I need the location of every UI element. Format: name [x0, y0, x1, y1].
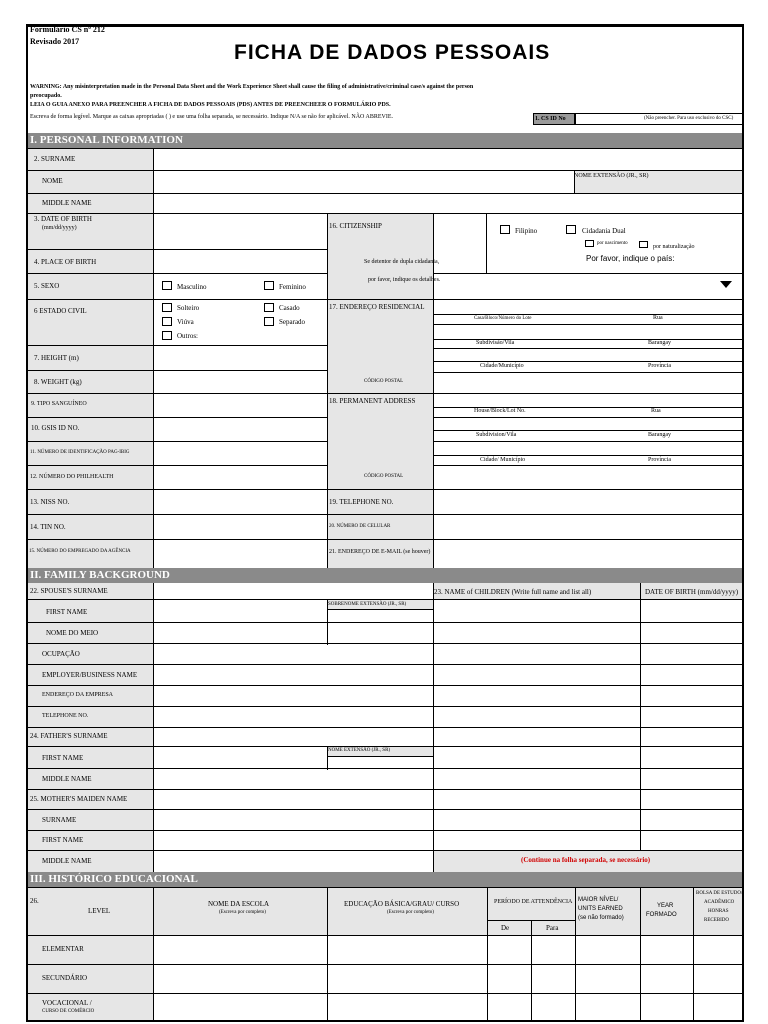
house-block-label: Casa/Bloco/Número do Lote: [474, 316, 532, 321]
blood-type-label: 9. TIPO SANGUÍNEO: [31, 401, 87, 407]
single-label: Solteiro: [177, 304, 200, 312]
telephone-label: 19. TELEPHONE NO.: [329, 498, 394, 506]
spouse-surname-label: 22. SPOUSE'S SURNAME: [30, 587, 108, 595]
employer-label: EMPLOYER/BUSINESS NAME: [42, 671, 138, 679]
weight-label: 8. WEIGHT (kg): [34, 378, 82, 386]
honors-header-3: HONRAS: [708, 909, 729, 914]
warning-text-2: preocupado.: [30, 93, 62, 99]
dob-format: (mm/dd/yyyy): [42, 225, 77, 231]
dual-citizenship-checkbox[interactable]: [566, 225, 576, 234]
mobile-label: 20. NÚMERO DE CELULAR: [329, 524, 391, 529]
first-name-label: NOME: [42, 177, 63, 185]
zip-label: CÓDIGO POSTAL: [364, 379, 404, 384]
by-birth-checkbox[interactable]: [585, 240, 594, 247]
vocational-label: VOCACIONAL /: [42, 999, 92, 1007]
agency-employee-label: 15. NÚMERO DO EMPREGADO DA AGÊNCIA: [29, 549, 131, 554]
spouse-middle-name-label: NOME DO MEIO: [46, 629, 99, 637]
form-number: Formulário CS nº 212: [30, 25, 105, 34]
sex-label: 5. SEXO: [34, 282, 60, 290]
father-first-name-label: FIRST NAME: [42, 754, 84, 762]
course-header: EDUCAÇÃO BÁSICA/GRAU/ CURSO: [344, 900, 460, 908]
perm-zip-label: CÓDIGO POSTAL: [364, 474, 404, 479]
niss-label: 13. NISS NO.: [30, 498, 70, 506]
highest-level-header-1: MAIOR NÍVEL/: [578, 897, 619, 903]
children-label: 23. NAME of CHILDREN (Write full name and list all): [434, 588, 592, 596]
cs-id-label: 1. CS ID No: [533, 113, 575, 125]
guide-text: LEIA O GUIA ANEXO PARA PREENCHER A FICHA DE DADOS PESSOAIS (PDS) ANTES DE PREENCHEER O FORMULÁRIO PDS.: [30, 102, 391, 108]
honors-header-4: RECEBIDO: [704, 918, 729, 923]
perm-address-label: 18. PERMANENT ADDRESS: [329, 397, 416, 405]
male-checkbox[interactable]: [162, 281, 172, 290]
citizenship-label: 16. CITIZENSHIP: [329, 222, 382, 230]
middle-name-label: MIDDLE NAME: [42, 199, 92, 207]
place-of-birth-label: 4. PLACE OF BIRTH: [34, 258, 97, 266]
occupation-label: OCUPAÇÃO: [42, 650, 80, 658]
male-label: Masculino: [177, 283, 207, 291]
year-graduated-header-1: YEAR: [657, 903, 674, 909]
others-label: Outros:: [177, 332, 198, 340]
separated-label: Separado: [279, 318, 306, 326]
from-header: De: [501, 924, 510, 932]
highest-level-header-3: (se não formado): [578, 915, 624, 921]
education-number: 26.: [30, 897, 39, 905]
gsis-label: 10. GSIS ID NO.: [31, 424, 80, 432]
name-ext-label: NOME EXTENSÃO (JR., SR): [574, 173, 649, 179]
widowed-checkbox[interactable]: [162, 317, 172, 326]
highest-level-header-2: UNITS EARNED: [578, 906, 623, 912]
perm-city-label: Cidade/ Município: [480, 457, 526, 463]
level-header: LEVEL: [88, 907, 111, 915]
filipino-label: Filipino: [515, 227, 538, 235]
perm-subdivision-label: Subdivision/Vila: [476, 432, 517, 438]
trade-course-label: CURSO DE COMÉRCIO: [42, 1009, 95, 1014]
continue-note: (Continue na folha separada, se necessário): [521, 856, 651, 864]
others-checkbox[interactable]: [162, 331, 172, 340]
mother-first-name-label: FIRST NAME: [42, 836, 84, 844]
single-checkbox[interactable]: [162, 303, 172, 312]
dual-citizenship-label: Cidadania Dual: [582, 227, 626, 235]
married-label: Casado: [279, 304, 300, 312]
civil-status-label: 6 ESTADO CIVIL: [34, 307, 87, 315]
widowed-label: Viúva: [177, 318, 194, 326]
business-address-label: ENDEREÇO DA EMPRESA: [42, 692, 114, 698]
perm-barangay-label: Barangay: [648, 432, 671, 438]
father-name-ext-label: NOME EXTENSÃO (JR., SR): [328, 748, 391, 753]
children-dob-label: DATE OF BIRTH (mm/dd/yyyy): [645, 588, 739, 596]
by-naturalization-checkbox[interactable]: [639, 241, 648, 248]
secondary-label: SECUNDÁRIO: [42, 974, 88, 982]
city-label: Cidade/Município: [480, 363, 524, 369]
tin-label: 14. TIN NO.: [30, 523, 66, 531]
street-label: Rua: [653, 315, 663, 321]
warning-text: WARNING: Any misinterpretation made in the Personal Data Sheet and the Work Experience Sheet shall cause the filing of administrative/criminal case/s against the person: [30, 84, 474, 90]
honors-header-1: BOLSA DE ESTUDO/: [696, 891, 743, 896]
philhealth-label: 12. NÚMERO DO PHILHEALTH: [30, 474, 114, 480]
dob-label: 3. DATE OF BIRTH: [34, 215, 92, 223]
page-title: FICHA DE DADOS PESSOAIS: [234, 41, 551, 64]
separated-checkbox[interactable]: [264, 317, 274, 326]
by-birth-label: por nascimento: [597, 241, 628, 246]
pagibig-label: 11. NÚMERO DE IDENTIFICAÇÃO PAG-IBIG: [30, 450, 130, 455]
res-address-label: 17. ENDEREÇO RESIDENCIAL: [329, 303, 425, 311]
email-label: 21. ENDEREÇO DE E-MAIL (se houver): [329, 549, 431, 555]
mother-middle-name-label: MIDDLE NAME: [42, 857, 92, 865]
spouse-first-name-label: FIRST NAME: [46, 608, 88, 616]
father-middle-name-label: MIDDLE NAME: [42, 775, 92, 783]
perm-house-label: House/Block/Lot No.: [474, 408, 526, 414]
filipino-checkbox[interactable]: [500, 225, 510, 234]
school-header: NOME DA ESCOLA: [208, 900, 270, 908]
honors-header-2: ACADÊMICO: [704, 900, 735, 905]
country-label: Por favor, indique o país:: [586, 254, 675, 263]
period-header: PERÍODO DE ATTENDÊNCIA: [494, 899, 573, 905]
course-header-sub: (Escreva por completo): [387, 910, 434, 915]
year-graduated-header-2: FORMADO: [646, 912, 677, 918]
surname-label: 2. SURNAME: [34, 155, 76, 163]
female-label: Feminino: [279, 283, 306, 291]
country-dropdown-chevron-icon[interactable]: [720, 281, 732, 288]
spouse-telephone-label: TELEPHONE NO.: [42, 713, 89, 719]
by-naturalization-label: por naturalização: [653, 244, 695, 250]
revision-date: Revisado 2017: [30, 37, 80, 46]
subdivision-label: Subdivisão/Vila: [476, 340, 515, 346]
section-education: III. HISTÓRICO EDUCACIONAL: [28, 872, 744, 887]
father-surname-label: 24. FATHER'S SURNAME: [30, 732, 108, 740]
section-family-background: II. FAMILY BACKGROUND: [28, 568, 744, 583]
elementary-label: ELEMENTAR: [42, 945, 84, 953]
perm-province-label: Província: [648, 457, 671, 463]
dual-note-2: por favor, indique os detalhes.: [368, 277, 441, 283]
mother-surname-label: SURNAME: [42, 816, 77, 824]
female-checkbox[interactable]: [264, 281, 274, 290]
province-label: Província: [648, 363, 671, 369]
education-header-bg: [28, 887, 744, 935]
instructions-text: Escreva de forma legível. Marque as caixas apropriadas ( ) e use uma folha separada, se necessário. Indique N/A se não for aplicável. NÃO ABREVIE.: [30, 114, 394, 120]
dual-note-1: Se detentor de dupla cidadania,: [364, 259, 440, 265]
to-header: Para: [546, 924, 559, 932]
height-label: 7. HEIGHT (m): [34, 354, 79, 362]
spouse-name-ext-label: SOBRENOME EXTENSÃO (JR., SR): [328, 602, 407, 607]
perm-street-label: Rua: [651, 408, 661, 414]
pds-form: [26, 24, 744, 1022]
married-checkbox[interactable]: [264, 303, 274, 312]
school-header-sub: (Escreva por completo): [219, 910, 266, 915]
section-personal-info: I. PERSONAL INFORMATION: [28, 133, 744, 148]
mother-maiden-label: 25. MOTHER'S MAIDEN NAME: [30, 795, 128, 803]
cs-id-note: (Não preencher. Para uso exclusivo do CSC): [644, 116, 734, 121]
barangay-label: Barangay: [648, 340, 671, 346]
